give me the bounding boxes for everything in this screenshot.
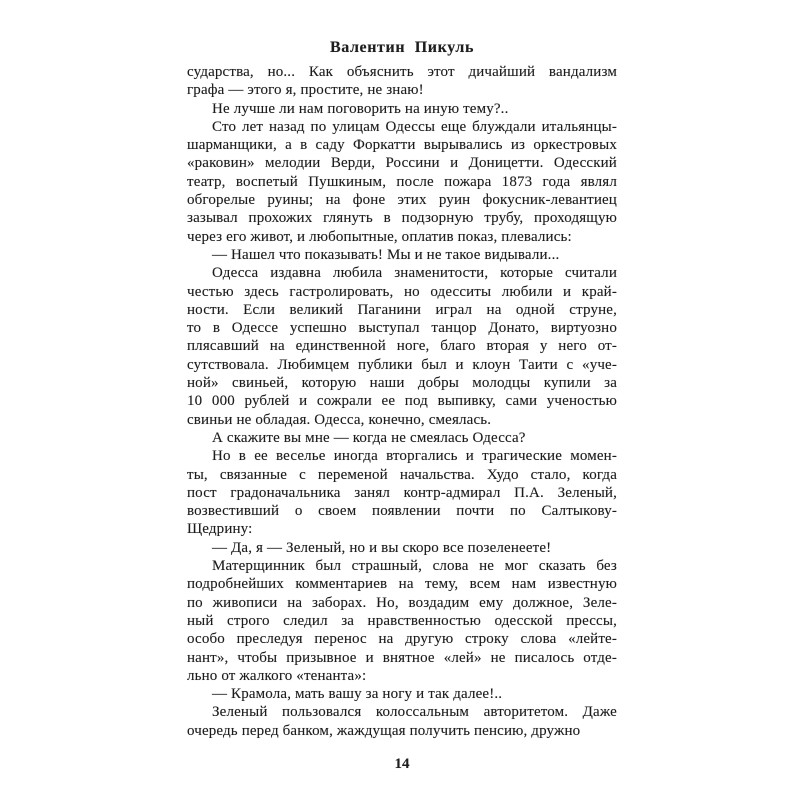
text-line: свиньи не обладая. Одесса, конечно, смеялась. — [187, 411, 492, 428]
text-line: Одесса издавна любила знаменитости, которые считали — [212, 265, 617, 282]
text-line: зазывал прохожих глянуть в подзорную трубу, проходящую — [187, 210, 617, 227]
text-line: очередь перед банком, жаждущая получить пенсию, дружно — [187, 722, 581, 739]
text-line: подробнейших комментариев на тему, всем нам известную — [187, 576, 617, 593]
text-line: Зеленый пользовался колоссальным авторитетом. Даже — [212, 704, 617, 721]
text-line: ты, связанные с переменой начальства. Худо стало, когда — [187, 466, 617, 483]
text-line: честью здесь гастролировать, но одесситы любили и край- — [187, 283, 617, 300]
text-line: плясавший на единственной ноге, благо вторая у него от- — [187, 338, 617, 355]
text-line: — Крамола, мать вашу за ногу и так далее!.. — [212, 686, 503, 703]
text-line: сутствовала. Любимцем публики был и клоун Таити с «уче- — [187, 356, 617, 373]
text-line: нант», чтобы призывное и внятное «лей» не писалось отде- — [187, 649, 617, 666]
text-line: Матерщинник был страшный, слова не мог сказать без — [212, 558, 617, 575]
text-line: ной» свиньей, которую наши добры молодцы купили за — [187, 375, 617, 392]
body-text — [187, 63, 617, 740]
text-line: театр, воспетый Пушкиным, после пожара 1873 года являл — [187, 173, 617, 190]
text-line: пост градоначальника занял контр-адмирал П.А. Зеленый, — [187, 484, 617, 501]
text-line: ности. Если великий Паганини играл на одной струне, — [187, 301, 617, 318]
text-line: обгорелые руины; на фоне этих руин фокусник-левантиец — [187, 192, 617, 209]
text-line: через его живот, и любопытные, оплатив показ, плевались: — [187, 228, 572, 245]
running-header: Валентин Пикуль — [329, 39, 475, 56]
text-line: 10 000 рублей и сожрали ее под выпивку, сами ученостью — [187, 393, 617, 410]
text-line: по живописи на заборах. Но, воздадим ему должное, Зеле- — [187, 594, 617, 611]
text-line: «раковин» мелодии Верди, Россини и Доницетти. Одесский — [187, 155, 617, 172]
text-line: то в Одессе успешно выступал танцор Донато, виртуозно — [187, 320, 617, 337]
text-line: сударства, но... Как объяснить этот дичайший вандализм — [187, 64, 617, 80]
text-line: Но в ее веселье иногда вторгались и трагические момен- — [212, 448, 617, 465]
text-line: возвестивший о своем появлении почти по Салтыкову- — [187, 503, 617, 520]
page-number: 14 — [394, 756, 410, 772]
text-line: льно от жалкого «тенанта»: — [187, 667, 367, 684]
text-line: Щедрину: — [187, 521, 253, 538]
text-line: графа — этого я, простите, не знаю! — [187, 82, 424, 99]
text-line: Не лучше ли нам поговорить на иную тему?.. — [212, 100, 509, 117]
text-line: особо преследуя перенос на другую строку слова «лейте- — [187, 631, 617, 648]
text-line: Сто лет назад по улицам Одессы еще блуждали итальянцы- — [212, 118, 617, 135]
text-line: А скажите вы мне — когда не смеялась Одесса? — [212, 429, 526, 446]
text-line: ный строго следил за нравственностью одесской прессы, — [187, 612, 617, 629]
text-line: — Да, я — Зеленый, но и вы скоро все позеленеете! — [212, 539, 552, 556]
text-line: шарманщики, а в саду Форкатти вырывались из оркестровых — [187, 137, 617, 154]
text-line: — Нашел что показывать! Мы и не такое видывали... — [212, 246, 560, 263]
